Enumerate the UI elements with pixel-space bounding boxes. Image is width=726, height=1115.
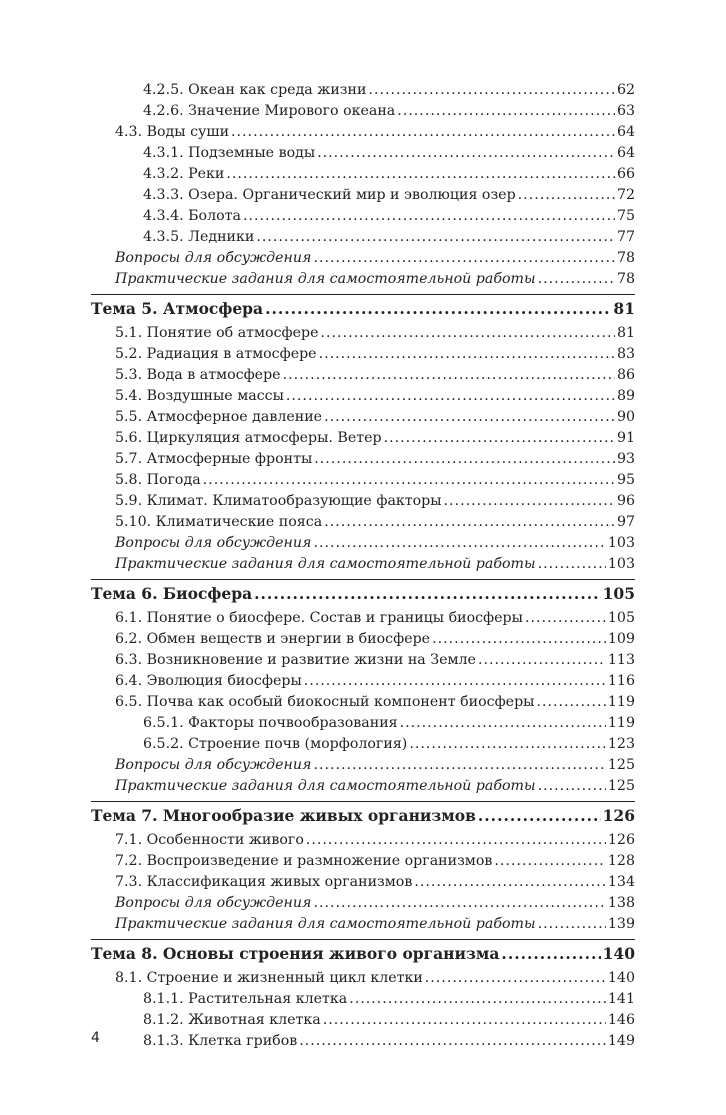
dot-leader [317,143,615,164]
toc-entry[interactable] [91,734,635,755]
toc-entry-title: 7.3. Классификация живых организмов [115,874,413,890]
toc-entry-page: 105 [607,610,635,626]
dot-leader [518,185,615,206]
toc-entry-page: 113 [607,652,635,668]
dot-leader [536,692,605,713]
dot-leader [432,629,606,650]
page-number: 4 [91,1030,100,1046]
toc-entry-title: 4.3.5. Ледники [143,229,255,245]
dot-leader [314,449,615,470]
toc-chapter[interactable] [91,295,635,323]
dot-leader [313,755,605,776]
toc-entry-page: 116 [607,673,635,689]
dot-leader [203,470,615,491]
toc-entry-title: Вопросы для обсуждения [115,757,312,773]
table-of-contents [91,80,635,1052]
toc-entry-title: Вопросы для обсуждения [115,535,312,551]
toc-entry-title: 6.2. Обмен веществ и энергии в биосфере [115,631,431,647]
toc-entry-page: 126 [607,832,635,848]
dot-leader [414,872,606,893]
toc-entry-title: 5.6. Циркуляция атмосферы. Ветер [115,430,382,446]
chapter-divider [91,579,635,608]
toc-entry[interactable] [91,1010,635,1031]
dot-leader [538,554,606,575]
dot-leader [304,671,606,692]
toc-entry-page: 81 [616,325,635,341]
toc-entry-page: 83 [616,346,635,362]
toc-entry[interactable] [91,893,635,914]
toc-entry-page: 103 [607,535,635,551]
toc-entry-page: 125 [607,778,635,794]
dot-leader [525,608,606,629]
toc-entry-page: 140 [607,970,635,986]
toc-entry-title: 6.3. Возникновение и развитие жизни на Земле [115,652,476,668]
dot-leader [538,776,606,797]
toc-entry-title: 6.1. Понятие о биосфере. Состав и границы биосферы [115,610,523,626]
toc-entry-title: Практические задания для самостоятельной работы [115,916,536,932]
toc-entry-page: 72 [616,187,635,203]
toc-entry-title: 8.1.3. Клетка грибов [143,1033,298,1049]
dot-leader [349,989,606,1010]
toc-entry-title: 8.1. Строение и жизненный цикл клетки [115,970,423,986]
toc-entry-page: 149 [607,1033,635,1049]
dot-leader [323,1010,606,1031]
toc-entry[interactable] [91,122,635,143]
toc-entry[interactable] [91,554,635,575]
toc-entry[interactable] [91,533,635,554]
toc-entry-page: 140 [602,944,635,963]
toc-entry-title: 4.3. Воды суши [115,124,230,140]
toc-entry[interactable] [91,449,635,470]
toc-entry-page: 119 [607,715,635,731]
toc-entry[interactable] [91,185,635,206]
toc-entry-title: 4.3.2. Реки [143,166,225,182]
toc-entry-page: 134 [607,874,635,890]
dot-leader [286,386,615,407]
toc-entry[interactable] [91,713,635,734]
dot-leader [368,80,615,101]
dot-leader [494,851,606,872]
toc-entry-title: 5.1. Понятие об атмосфере [115,325,319,341]
dot-leader [265,295,611,323]
toc-entry-title: 6.5.2. Строение почв (морфология) [143,736,408,752]
toc-entry-page: 103 [607,556,635,572]
toc-entry[interactable] [91,872,635,893]
toc-entry[interactable] [91,851,635,872]
toc-entry[interactable] [91,386,635,407]
chapter-divider [91,939,635,968]
dot-leader [384,428,615,449]
toc-entry-title: 5.4. Воздушные массы [115,388,284,404]
toc-entry[interactable] [91,407,635,428]
dot-leader [324,407,615,428]
toc-entry-page: 66 [616,166,635,182]
toc-entry[interactable] [91,269,635,290]
toc-chapter[interactable] [91,940,635,968]
toc-entry-title: 4.2.6. Значение Мирового океана [143,103,396,119]
dot-leader [313,893,605,914]
toc-entry-title: Тема 6. Биосфера [91,584,253,603]
toc-entry[interactable] [91,968,635,989]
toc-entry[interactable] [91,206,635,227]
toc-entry-page: 91 [616,430,635,446]
dot-leader [299,1031,606,1052]
dot-leader [313,248,615,269]
dot-leader [283,365,615,386]
toc-entry-page: 64 [616,124,635,140]
toc-entry-page: 63 [616,103,635,119]
toc-entry-title: 6.5. Почва как особый биокосный компонент биосферы [115,694,535,710]
dot-leader [444,491,615,512]
toc-entry-title: 7.2. Воспроизведение и размножение организмов [115,853,493,869]
toc-entry[interactable] [91,755,635,776]
dot-leader [321,323,615,344]
toc-entry-title: 5.9. Климат. Климатообразующие факторы [115,493,442,509]
dot-leader [319,344,615,365]
dot-leader [313,533,605,554]
toc-entry-page: 89 [616,388,635,404]
toc-entry-page: 105 [602,584,635,603]
toc-entry-title: 6.4. Эволюция биосферы [115,673,302,689]
toc-entry-title: 6.5.1. Факторы почвообразования [143,715,398,731]
toc-entry-page: 96 [616,493,635,509]
toc-entry[interactable] [91,143,635,164]
dot-leader [501,940,600,968]
dot-leader [400,713,606,734]
toc-entry-title: 7.1. Особенности живого [115,832,304,848]
toc-entry[interactable] [91,323,635,344]
toc-entry-page: 62 [616,82,635,98]
toc-entry-title: 5.3. Вода в атмосфере [115,367,281,383]
toc-entry-page: 139 [607,916,635,932]
toc-chapter[interactable] [91,580,635,608]
toc-entry[interactable] [91,491,635,512]
toc-entry[interactable] [91,989,635,1010]
toc-entry[interactable] [91,80,635,101]
toc-entry-title: Вопросы для обсуждения [115,250,312,266]
toc-entry-page: 86 [616,367,635,383]
toc-entry[interactable] [91,227,635,248]
toc-entry-title: 4.3.4. Болота [143,208,241,224]
toc-entry-page: 78 [616,250,635,266]
toc-entry-page: 141 [607,991,635,1007]
toc-entry-title: 5.5. Атмосферное давление [115,409,323,425]
toc-entry[interactable] [91,671,635,692]
toc-entry-title: 5.8. Погода [115,472,201,488]
toc-entry-page: 97 [616,514,635,530]
toc-entry-title: 4.3.1. Подземные воды [143,145,316,161]
toc-entry-page: 146 [607,1012,635,1028]
toc-entry[interactable] [91,914,635,935]
toc-entry-title: 8.1.2. Животная клетка [143,1012,321,1028]
toc-entry-title: 4.2.5. Океан как среда жизни [143,82,367,98]
toc-entry[interactable] [91,512,635,533]
toc-entry-title: Тема 7. Многообразие живых организмов [91,806,476,825]
dot-leader [231,122,615,143]
toc-entry-title: Тема 8. Основы строения живого организма [91,944,500,963]
dot-leader [306,830,606,851]
chapter-divider [91,294,635,323]
toc-entry-title: 4.3.3. Озера. Органический мир и эволюция озер [143,187,516,203]
toc-entry[interactable] [91,629,635,650]
toc-entry-page: 93 [616,451,635,467]
toc-entry[interactable] [91,164,635,185]
toc-entry[interactable] [91,830,635,851]
toc-entry-title: 5.2. Радиация в атмосфере [115,346,317,362]
toc-entry-page: 125 [607,757,635,773]
dot-leader [538,269,615,290]
toc-entry[interactable] [91,776,635,797]
toc-entry-page: 123 [607,736,635,752]
toc-entry[interactable] [91,650,635,671]
toc-entry-page: 77 [616,229,635,245]
toc-entry-page: 138 [607,895,635,911]
toc-entry-page: 109 [607,631,635,647]
toc-entry-page: 95 [616,472,635,488]
toc-entry-title: 8.1.1. Растительная клетка [143,991,348,1007]
toc-entry-page: 75 [616,208,635,224]
toc-entry[interactable] [91,428,635,449]
toc-entry-page: 64 [616,145,635,161]
toc-entry-title: 5.10. Климатические пояса [115,514,323,530]
dot-leader [409,734,606,755]
toc-entry[interactable] [91,1031,635,1052]
toc-entry-page: 90 [616,409,635,425]
toc-entry[interactable] [91,101,635,122]
dot-leader [425,968,606,989]
toc-entry-title: Вопросы для обсуждения [115,895,312,911]
toc-entry-page: 128 [607,853,635,869]
dot-leader [256,227,615,248]
toc-entry[interactable] [91,248,635,269]
dot-leader [538,914,606,935]
toc-entry-title: Практические задания для самостоятельной работы [115,778,536,794]
toc-entry-title: Тема 5. Атмосфера [91,299,264,318]
toc-chapter[interactable] [91,802,635,830]
chapter-divider [91,801,635,830]
toc-entry-title: 5.7. Атмосферные фронты [115,451,313,467]
toc-entry[interactable] [91,344,635,365]
toc-entry-page: 126 [602,806,635,825]
toc-entry[interactable] [91,470,635,491]
dot-leader [226,164,615,185]
toc-entry[interactable] [91,608,635,629]
toc-entry[interactable] [91,692,635,713]
toc-entry[interactable] [91,365,635,386]
dot-leader [324,512,615,533]
dot-leader [478,650,606,671]
toc-entry-title: Практические задания для самостоятельной работы [115,556,536,572]
dot-leader [478,802,601,830]
toc-entry-title: Практические задания для самостоятельной работы [115,271,536,287]
toc-entry-page: 119 [607,694,635,710]
dot-leader [254,580,601,608]
toc-entry-page: 81 [613,299,635,318]
dot-leader [397,101,615,122]
toc-entry-page: 78 [616,271,635,287]
dot-leader [243,206,615,227]
